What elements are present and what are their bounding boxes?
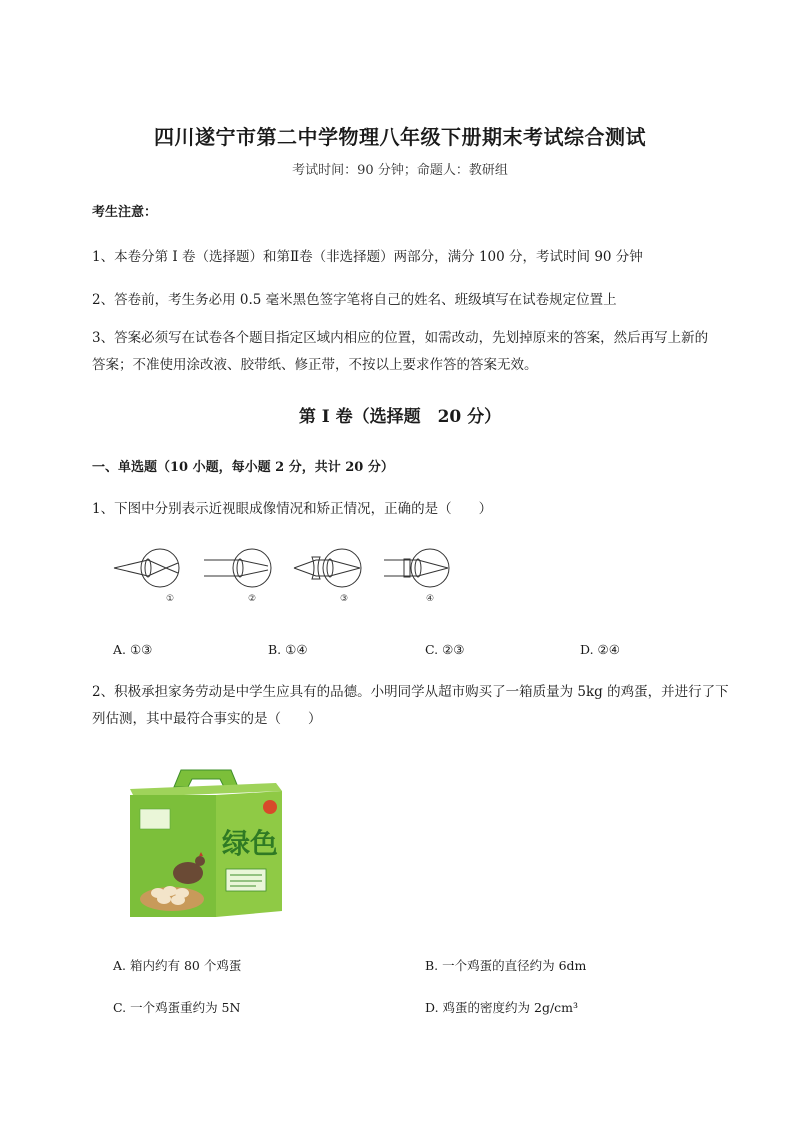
q1-option-a[interactable]: A. ①③ — [113, 642, 153, 657]
notice-item: 3、答案必须写在试卷各个题目指定区域内相应的位置，如需改动，先划掉原来的答案，然后再写上新的答案；不准使用涂改液、胶带纸、修正带，不按以上要求作答的答案无效。 — [92, 330, 709, 373]
notice-heading: 考生注意： — [92, 205, 158, 220]
q1-option-b[interactable]: B. ①④ — [268, 642, 308, 657]
figure-label-1: ① — [165, 594, 175, 604]
exam-subtitle: 考试时间：90 分钟；命题人：教研组 — [292, 163, 508, 178]
q2-option-d[interactable]: D. 鸡蛋的密度约为 2g/cm³ — [425, 1000, 579, 1015]
eye-diagram-4 — [384, 549, 449, 587]
figure-label-3: ③ — [339, 594, 349, 604]
section-title: 第 I 卷（选择题 20 分） — [298, 407, 502, 427]
eye-diagram-3 — [294, 549, 361, 587]
figure-label-4: ④ — [425, 594, 435, 604]
exam-title: 四川遂宁市第二中学物理八年级下册期末考试综合测试 — [154, 125, 646, 149]
eye-diagram-1 — [114, 549, 179, 587]
egg-box-image — [126, 765, 286, 923]
question-2-stem: 2、积极承担家务劳动是中学生应具有的品德。小明同学从超市购买了一箱质量为 5kg 的鸡蛋，并进行了下列估测，其中最符合事实的是（ ） — [92, 684, 729, 727]
part-heading: 一、单选题（10 小题，每小题 2 分，共计 20 分） — [92, 460, 394, 475]
question-1-stem: 1、下图中分别表示近视眼成像情况和矫正情况，正确的是（ ） — [92, 501, 493, 517]
q2-option-b[interactable]: B. 一个鸡蛋的直径约为 6dm — [425, 958, 587, 973]
figure-label-2: ② — [247, 594, 257, 604]
eye-diagram-2 — [204, 549, 271, 587]
notice-item: 2、答卷前，考生务必用 0.5 毫米黑色签字笔将自己的姓名、班级填写在试卷规定位置上 — [92, 292, 617, 308]
eye-diagrams — [112, 545, 452, 607]
notice-item: 1、本卷分第 I 卷（选择题）和第Ⅱ卷（非选择题）两部分，满分 100 分，考试时间 90 分钟 — [92, 249, 643, 265]
q1-option-c[interactable]: C. ②③ — [425, 642, 465, 657]
egg-box-text: 绿色 — [221, 827, 279, 860]
q2-option-a[interactable]: A. 箱内约有 80 个鸡蛋 — [113, 958, 242, 973]
q2-option-c[interactable]: C. 一个鸡蛋重约为 5N — [113, 1000, 241, 1015]
q1-option-d[interactable]: D. ②④ — [580, 642, 620, 657]
